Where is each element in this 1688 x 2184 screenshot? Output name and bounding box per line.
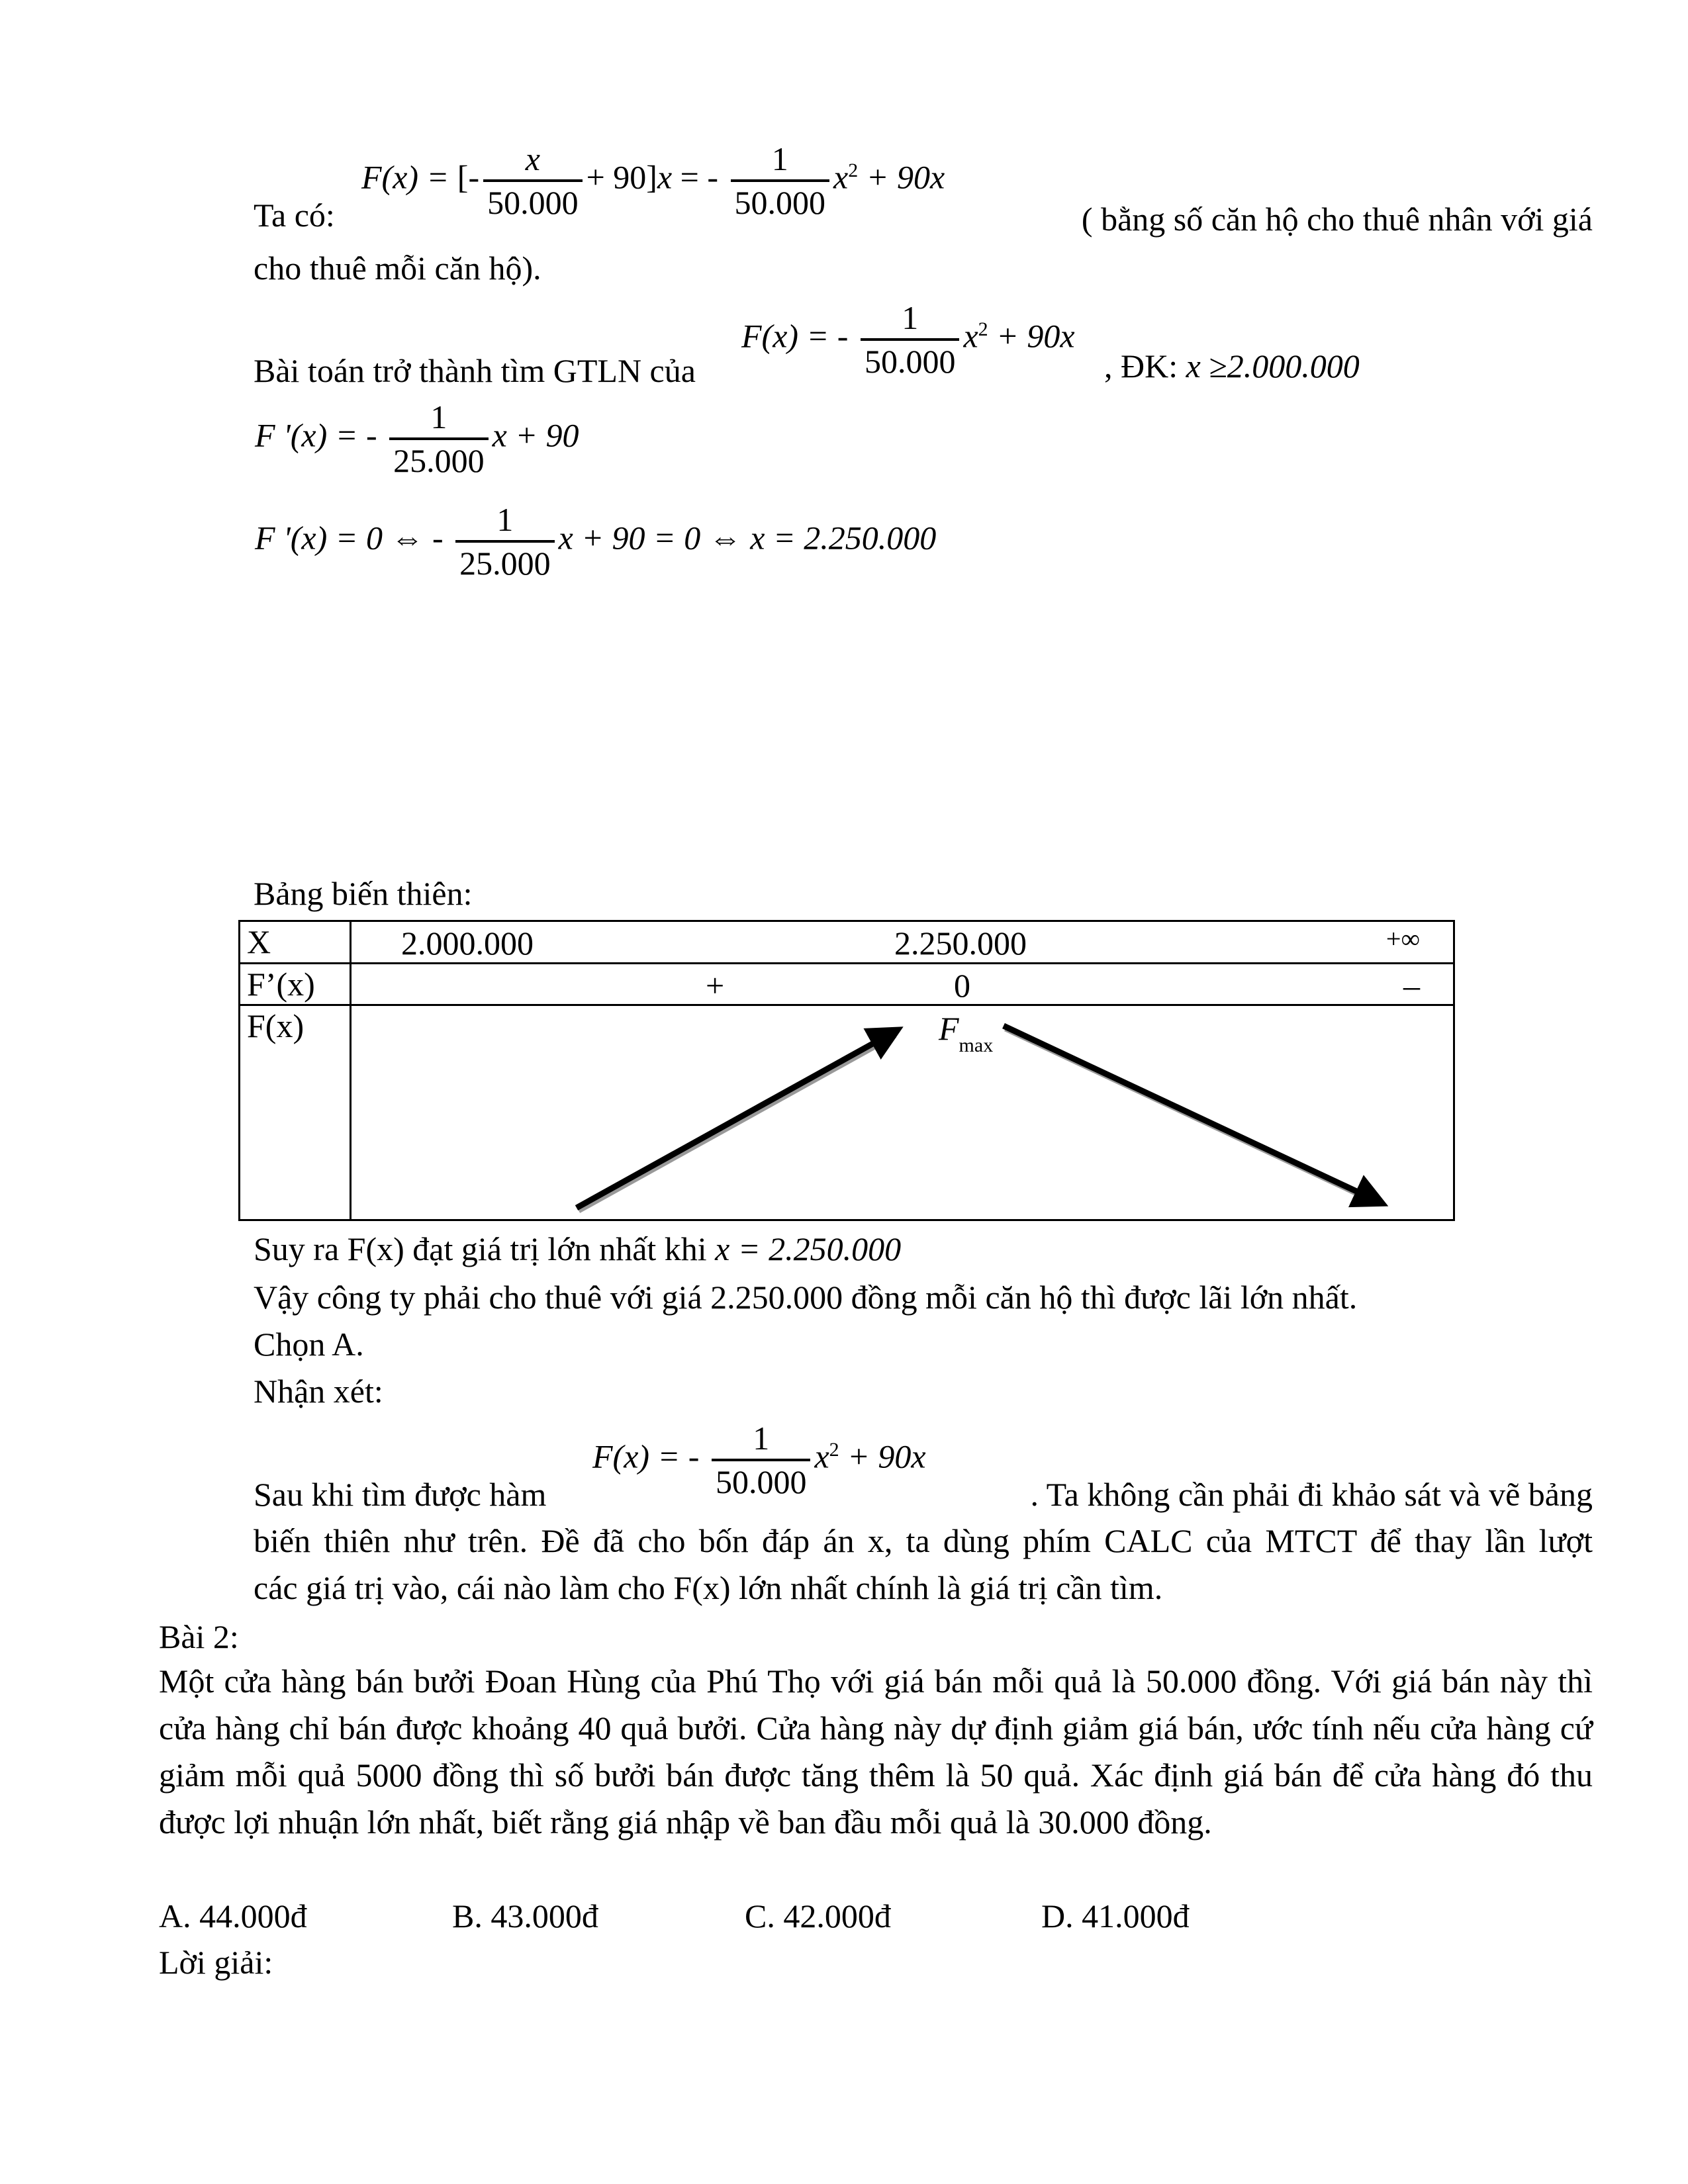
sign: – [1403, 967, 1420, 1004]
denominator: 50.000 [731, 179, 830, 219]
condition-value: x ≥2.000.000 [1186, 347, 1360, 385]
option-a: A. 44.000đ [159, 1897, 307, 1934]
variation-arrows [352, 1006, 1457, 1221]
row-values [351, 1005, 1454, 1220]
option-d: D. 41.000đ [1041, 1897, 1190, 1934]
x-value: 2.000.000 [401, 925, 534, 962]
formula-part: x [963, 317, 978, 355]
row-label: X [240, 921, 351, 964]
formula-part: F '(x) = 0 ⇔ - [255, 519, 452, 557]
denominator: 50.000 [483, 179, 583, 219]
increasing-arrow [577, 1032, 893, 1208]
solution-label: Lời giải: [159, 1944, 273, 1981]
f-max-subscript: max [959, 1034, 994, 1056]
formula-revenue [361, 142, 945, 219]
formula-part: x [833, 158, 849, 196]
x-value: +∞ [1385, 924, 1420, 954]
formula-part: x [814, 1437, 829, 1475]
sign: 0 [954, 967, 970, 1004]
fraction [483, 142, 583, 219]
fraction [712, 1422, 811, 1498]
remark-start: Sau khi tìm được hàm [254, 1476, 547, 1513]
f-max-symbol: F [939, 1010, 959, 1047]
row-values [351, 921, 1454, 964]
exercise-text: Một cửa hàng bán bưởi Đoan Hùng của Phú Thọ với giá bán mỗi quả là 50.000 đồng. Với giá bán này thì cửa hàng chỉ bán được khoảng 40 quả bưởi. Cửa hàng này dự định giảm giá bán, ước tính nếu cửa hàng cứ giảm mỗi quả 5000 đồng thì số bưởi bán được tăng thêm là 50 quả. Xác định giá bán để cửa hàng đó thu được lợi nhuận lớn nhất, biết rằng giá nhập về ban đầu mỗi quả là 30.000 đồng. [159, 1662, 1593, 1841]
numerator: 1 [753, 1420, 770, 1457]
formula-part: [ [457, 158, 469, 196]
fraction [455, 503, 555, 580]
formula-part: ] [646, 158, 657, 196]
numerator: 1 [430, 398, 447, 435]
remark-title: Nhận xét: [254, 1373, 383, 1410]
sign: + [706, 967, 725, 1004]
denominator: 25.000 [455, 540, 555, 580]
formula-part: - [468, 158, 480, 196]
formula-part: F(x) = [361, 158, 457, 196]
exercise-title: Bài 2: [159, 1618, 239, 1655]
option-c: C. 42.000đ [745, 1897, 891, 1934]
conclusion-text: Suy ra F(x) đạt giá trị lớn nhất khi [254, 1230, 716, 1267]
formula-part: F '(x) = - [255, 416, 386, 454]
fraction [389, 400, 489, 477]
formula-part: = - [672, 158, 727, 196]
row-label: F’(x) [240, 964, 351, 1005]
condition-label: , ĐK: [1104, 347, 1186, 385]
formula-f [741, 301, 1075, 378]
exponent: 2 [848, 159, 859, 181]
gtln-label: Bài toán trở thành tìm GTLN của [254, 352, 696, 389]
decreasing-arrow [1004, 1026, 1378, 1201]
variation-table [238, 920, 1455, 1221]
formula-part: x + 90 [492, 416, 579, 454]
formula-part: + 90x [858, 158, 945, 196]
row-values [351, 964, 1454, 1005]
table-title: Bảng biến thiên: [254, 875, 473, 912]
formula-part: F(x) = - [592, 1437, 708, 1475]
conclusion-price: Vậy công ty phải cho thuê với giá 2.250.000 đồng mỗi căn hộ thì được lãi lớn nhất. [254, 1279, 1358, 1316]
answer-choice: Chọn A. [254, 1326, 364, 1363]
formula-derivative [255, 400, 579, 477]
row-f [240, 1005, 1454, 1220]
option-b: B. 43.000đ [452, 1897, 598, 1934]
exponent: 2 [978, 318, 988, 340]
formula-part: F(x) = - [741, 317, 857, 355]
remark-line2: biến thiên như trên. Đề đã cho bốn đáp án x, ta dùng phím CALC của MTCT để thay lần lượt [254, 1522, 1593, 1559]
numerator: 1 [496, 501, 514, 538]
formula-part: x + 90 = 0 ⇔ x = 2.250.000 [558, 519, 937, 557]
row-label: F(x) [240, 1005, 351, 1220]
row-x [240, 921, 1454, 964]
formula-part: + 90 [586, 158, 647, 196]
condition [1104, 349, 1360, 383]
denominator: 50.000 [861, 338, 960, 378]
formula-derivative-zero [255, 503, 936, 580]
revenue-note-cont: cho thuê mỗi căn hộ). [254, 250, 541, 287]
denominator: 50.000 [712, 1459, 811, 1498]
increasing-arrow-shadow [579, 1035, 895, 1210]
numerator: 1 [771, 140, 788, 177]
conclusion-line [254, 1232, 901, 1265]
remark-line3: các giá trị vào, cái nào làm cho F(x) lớn nhất chính là giá trị cần tìm. [254, 1569, 1163, 1606]
formula-part: x [657, 158, 673, 196]
revenue-note: ( bằng số căn hộ cho thuê nhân với giá [1081, 201, 1593, 238]
numerator: 1 [902, 299, 919, 336]
formula-part: + 90x [839, 1437, 926, 1475]
numerator: x [525, 140, 540, 177]
remark-end: . Ta không cần phải đi khảo sát và vẽ bảng [1030, 1476, 1593, 1513]
fraction [731, 142, 830, 219]
conclusion-value: x = 2.250.000 [715, 1230, 902, 1267]
formula-part: + 90x [988, 317, 1075, 355]
remark-formula [592, 1422, 926, 1498]
x-value: 2.250.000 [894, 925, 1027, 962]
row-derivative [240, 964, 1454, 1005]
exponent: 2 [829, 1438, 839, 1461]
fraction [861, 301, 960, 378]
denominator: 25.000 [389, 437, 489, 477]
ta-co-label: Ta có: [254, 197, 335, 234]
